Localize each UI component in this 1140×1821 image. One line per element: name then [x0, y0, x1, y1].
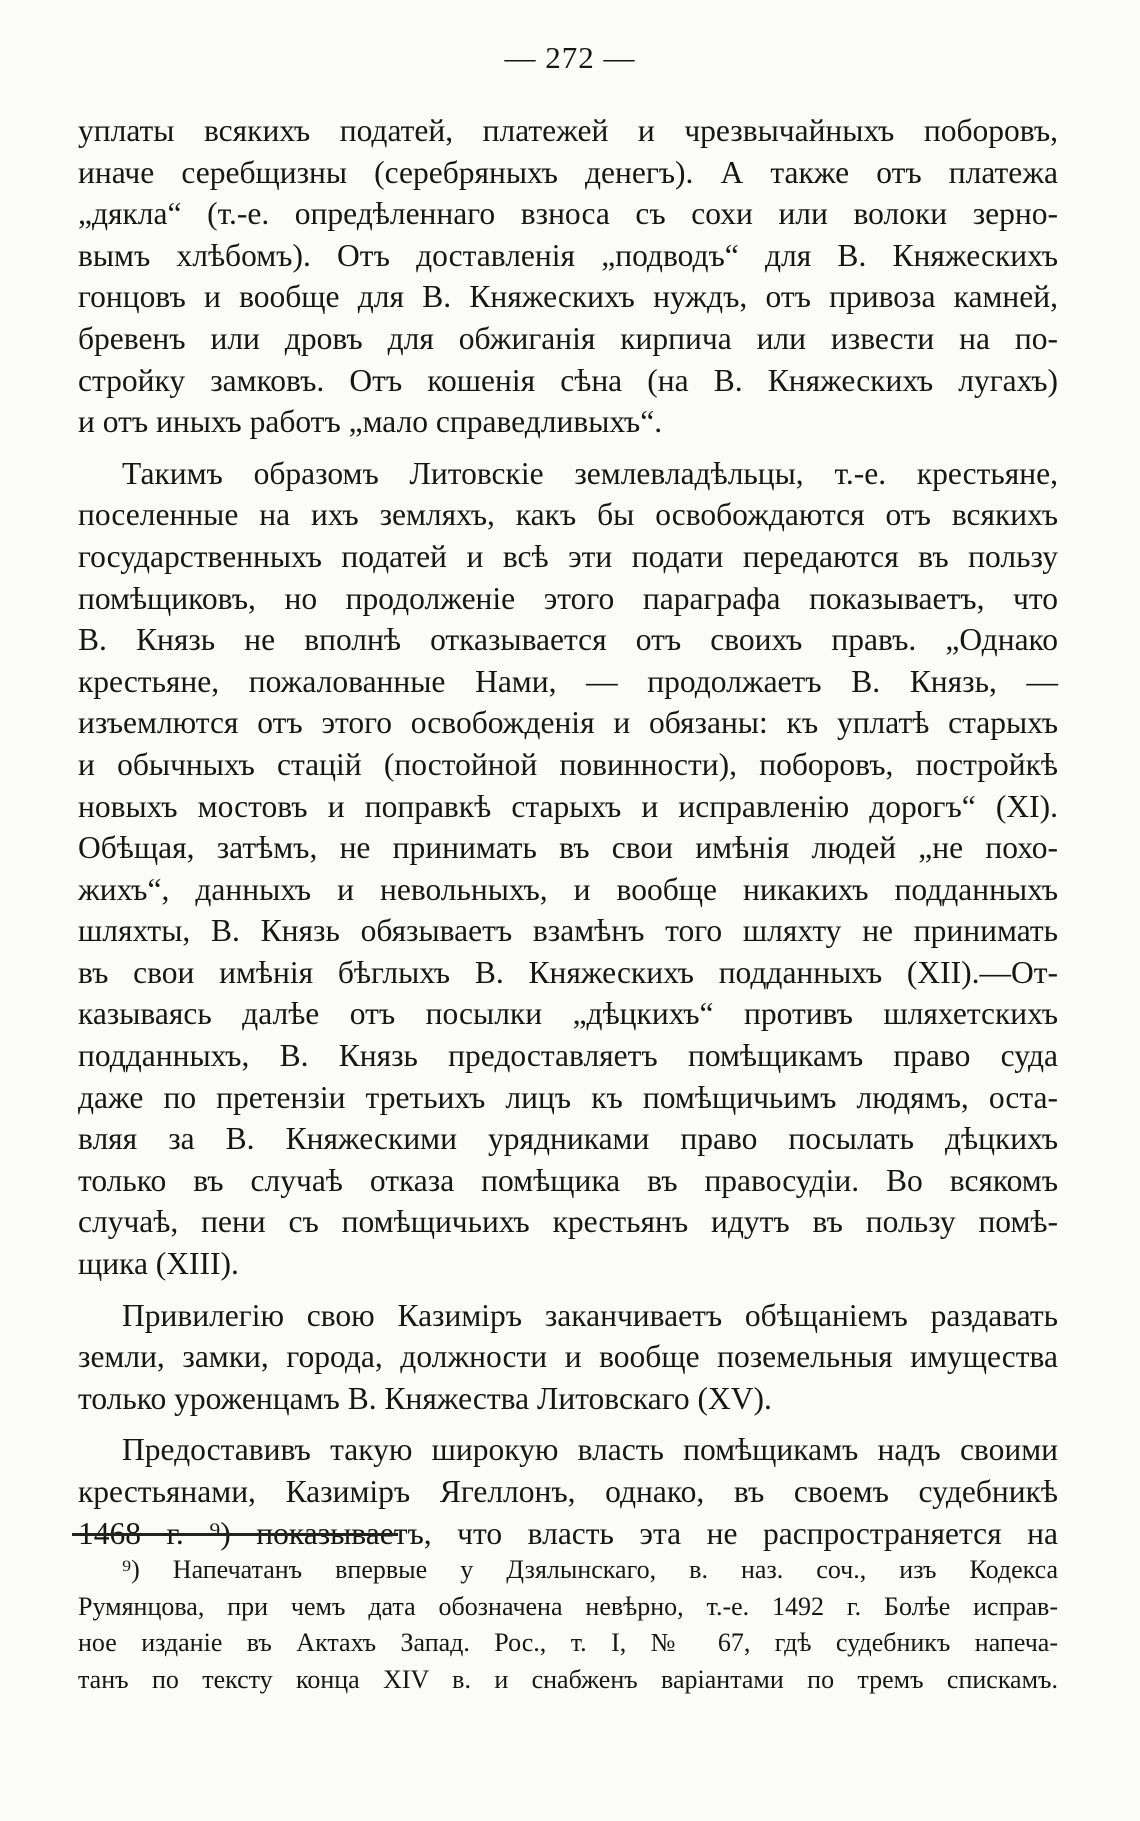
text-line: Такимъ образомъ Литовскіе землевладѣльцы, т.-е. крестьяне,	[122, 455, 1058, 491]
text-line: помѣщиковъ, но продолженіе этого параграфа показываетъ, что	[78, 580, 1058, 616]
text-line: стройку замковъ. Отъ кошенія сѣна (на В. Княжескихъ лугахъ)	[78, 362, 1058, 398]
text-line: только въ случаѣ отказа помѣщика въ правосудіи. Во всякомъ	[78, 1162, 1058, 1198]
text-line: крестьяне, пожалованные Нами, — продолжаетъ В. Князь, —	[78, 663, 1058, 699]
text-line: 1468 г. ⁹) показываетъ, что власть эта не распространяется на	[78, 1515, 1058, 1551]
text-line: уплаты всякихъ податей, платежей и чрезвычайныхъ поборовъ,	[78, 113, 1058, 148]
text-line: бревенъ или дровъ для обжиганія кирпича или извести на по-	[78, 320, 1058, 356]
text-line: и отъ иныхъ работъ „мало справедливыхъ“.	[78, 404, 663, 440]
text-line: Обѣщая, затѣмъ, не принимать въ свои имѣнія людей „не похо-	[78, 830, 1058, 866]
paragraph	[78, 1295, 1058, 1420]
text-line: щика (XIII).	[78, 1246, 239, 1282]
paragraph	[78, 110, 1058, 443]
text-line: поселенные на ихъ земляхъ, какъ бы освобождаются отъ всякихъ	[78, 497, 1058, 533]
text-line: шляхты, В. Князь обязываетъ взамѣнъ того шляхту не принимать	[78, 913, 1058, 949]
text-line: земли, замки, города, должности и вообще поземельныя имущества	[78, 1339, 1058, 1375]
footnote-line: Румянцова, при чемъ дата обозначена невѣрно, т.-е. 1492 г. Болѣе исправ-	[78, 1591, 1058, 1621]
text-line: въ свои имѣнія бѣглыхъ В. Княжескихъ подданныхъ (XII).—От-	[78, 954, 1058, 990]
text-line: В. Князь не вполнѣ отказывается отъ своихъ правъ. „Однако	[78, 622, 1058, 658]
paragraph	[78, 453, 1058, 1285]
text-line: крестьянами, Казиміръ Ягеллонъ, однако, въ своемъ судебникѣ	[78, 1474, 1058, 1509]
text-line: вляя за В. Княжескими урядниками право посылать дѣцкихъ	[78, 1121, 1058, 1157]
main-text	[78, 110, 1058, 1554]
text-line: казываясь далѣе отъ посылки „дѣцкихъ“ противъ шляхетскихъ	[78, 996, 1058, 1032]
text-line: изъемлются отъ этого освобожденія и обязаны: къ уплатѣ старыхъ	[78, 705, 1058, 741]
text-line: жихъ“, данныхъ и невольныхъ, и вообще никакихъ подданныхъ	[78, 871, 1058, 907]
footnote-line: танъ по тексту конца XIV в. и снабженъ варіантами по тремъ спискамъ.	[78, 1664, 1058, 1694]
text-line: „дякла“ (т.-е. опредѣленнаго взноса съ сохи или волоки зерно-	[78, 196, 1058, 232]
footnote-line: ⁹) Напечатанъ впервые у Дзялынскаго, в. наз. соч., изъ Кодекса	[122, 1555, 1058, 1584]
page-number: — 272 —	[504, 40, 636, 75]
footnote-divider	[72, 1533, 398, 1536]
text-line: иначе серебщизны (серебряныхъ денегъ). А также отъ платежа	[78, 154, 1058, 190]
text-line: Привилегію свою Казиміръ заканчиваетъ обѣщаніемъ раздавать	[122, 1297, 1058, 1333]
text-line: новыхъ мостовъ и поправкѣ старыхъ и исправленію дорогъ“ (XI).	[78, 788, 1058, 824]
footnote	[78, 1552, 1058, 1698]
text-line: подданныхъ, В. Князь предоставляетъ помѣщикамъ право суда	[78, 1038, 1058, 1074]
text-line: гонцовъ и вообще для В. Княжескихъ нуждъ, отъ привоза камней,	[78, 279, 1058, 315]
text-line: даже по претензіи третьихъ лицъ къ помѣщичьимъ людямъ, оста-	[78, 1079, 1058, 1115]
text-line: вымъ хлѣбомъ). Отъ доставленія „подводъ“ для В. Княжескихъ	[78, 237, 1058, 273]
text-line: Предоставивъ такую широкую власть помѣщикамъ надъ своими	[122, 1432, 1058, 1468]
footnote-line: ное изданіе въ Актахъ Запад. Рос., т. I, № 67, гдѣ судебникъ напеча-	[78, 1628, 1058, 1657]
text-line: случаѣ, пени съ помѣщичьихъ крестьянъ идутъ въ пользу помѣ-	[78, 1204, 1058, 1240]
text-line: и обычныхъ стацій (постойной повинности), поборовъ, постройкѣ	[78, 746, 1058, 782]
footnotes	[78, 1552, 1058, 1698]
text-line: государственныхъ податей и всѣ эти подати передаются въ пользу	[78, 538, 1058, 574]
text-line: только уроженцамъ В. Княжества Литовскаго (XV).	[78, 1380, 772, 1416]
